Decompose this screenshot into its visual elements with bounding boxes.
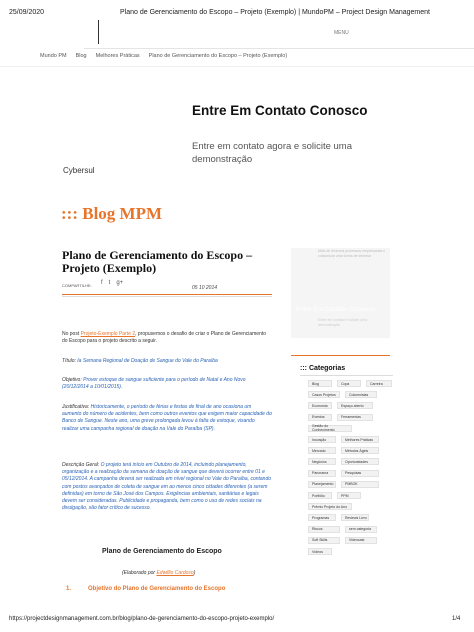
twitter-icon[interactable]: t <box>108 280 111 286</box>
breadcrumb-mundo-pm[interactable]: Mundo PM <box>40 53 67 59</box>
breadcrumb-melhores-praticas[interactable]: Melhores Práticas <box>95 53 140 59</box>
post-intro: No post Projeto-Exemplo Parte 2, propusemos o desafio de criar o Plano de Gerenciamento do Escopo para o projeto descrito a seguir. <box>62 331 267 345</box>
print-url: https://projectdesignmanagement.com.br/blog/plano-de-gerenciamento-do-escopo-projeto-exemplo/ <box>9 616 275 622</box>
print-header-title: Plano de Gerenciamento do Escopo – Projeto (Exemplo) | MundoPM – Project Design Management <box>120 9 430 16</box>
category-tag[interactable]: PPM <box>337 492 361 499</box>
title-rule <box>62 294 272 295</box>
sidebar-ad-title[interactable]: Entre Em Contato Conosco <box>296 306 376 313</box>
category-tag[interactable]: Vídeos <box>308 548 332 555</box>
post-justificativa: Justificativa: Historicamente, o período de férias e festas de final de ano ocasiona um aumento do número de acidentes, bem como outros eventos que exigem maior capacidade do Banco de Sangue. Neste ano, uma greve prolongada levou à falta de estoque, visando realizar uma campanha regional de doação na Vale do Paraíba (SP). <box>62 404 272 432</box>
banner-ad[interactable] <box>192 103 368 118</box>
post-descricao: Descrição Geral: O projeto terá início em Outubro de 2014, incluindo planejamento, organização e a realização da semana de doação de sangue que deverá ocorrer entre 01 e 05/12/2014. A campanha deverá ser realizada em nível regional no Vale do Paraíba, contando com postos avançados de coleta de sangue em ao menos cinco cidades diferentes (a serem definidas) em torno de São José dos Campos. Exigências ambientais, sanitárias e legais devem ser consideradas. Publicidade e propaganda, bem como o uso de redes sociais na divulgação, são fator crítico de sucesso. <box>62 462 272 512</box>
category-tag[interactable]: Pesquisas <box>341 470 379 477</box>
print-page-number: 1/4 <box>452 616 461 622</box>
category-tag[interactable]: Panorama <box>308 470 336 477</box>
sidebar-ad-subtext: Entre em contato e solicite uma demonstração <box>318 318 368 327</box>
banner-title[interactable]: Entre Em Contato Conosco <box>192 103 368 118</box>
post-title: Plano de Gerenciamento do Escopo – Projeto (Exemplo) <box>62 248 253 275</box>
print-date: 25/09/2020 <box>9 9 45 16</box>
category-tag[interactable]: Mercado <box>308 447 336 454</box>
category-tag[interactable]: Ferramentas <box>337 414 373 421</box>
category-tag[interactable]: Gestão do Conhecimento <box>308 425 352 432</box>
post-titulo: Título: Ia Semana Regional de Doação de Sangue do Vale do Paraíba <box>62 358 218 364</box>
category-tag[interactable]: Planejamento <box>308 481 336 488</box>
plan-heading: Plano de Gerenciamento do Escopo <box>102 548 222 555</box>
sidebar-rule <box>291 355 390 356</box>
category-tag[interactable]: Videocast <box>345 537 377 544</box>
author-link[interactable]: Edwillio Cardoso <box>156 570 194 576</box>
category-tag[interactable]: Soft Skills <box>308 537 340 544</box>
category-tag[interactable]: Prêmio Projeto do Ano <box>308 503 352 510</box>
category-tag[interactable]: Oportunidades <box>341 458 379 465</box>
category-tag[interactable]: Blog <box>308 380 332 387</box>
breadcrumb-current: Plano de Gerenciamento do Escopo – Projeto (Exemplo) <box>148 53 288 59</box>
category-tag[interactable]: sem categoria <box>345 526 377 533</box>
elaborado-by: (Elaborado por Edwillio Cardoso) <box>122 570 196 576</box>
categories-title: ::: Categorias <box>300 365 346 372</box>
category-tag[interactable]: Copa <box>337 380 361 387</box>
facebook-icon[interactable]: f <box>101 280 103 286</box>
category-tag[interactable]: Economia <box>308 402 332 409</box>
banner-sponsor[interactable]: Cybersul <box>63 166 95 175</box>
category-tag[interactable]: Casos Projetos <box>308 391 340 398</box>
category-tag[interactable]: Melhores Práticas <box>341 436 379 443</box>
category-tag[interactable]: Métodos Ágeis <box>341 447 379 454</box>
categories-list <box>300 380 393 580</box>
category-tag[interactable]: Inovação <box>308 436 336 443</box>
category-tag[interactable]: Riscos <box>308 526 340 533</box>
category-tag[interactable]: PMBOK <box>341 481 379 488</box>
categories-rule <box>300 375 393 376</box>
category-tag[interactable]: Programas <box>308 514 336 521</box>
category-tag[interactable]: Negócios <box>308 458 336 465</box>
header-rule <box>84 48 474 49</box>
category-tag[interactable]: Reviews Livro <box>341 514 369 521</box>
social-share <box>101 280 123 286</box>
header-divider <box>98 20 99 44</box>
section-heading: 1. Objetivo do Plano de Gerenciamento do Escopo <box>66 586 226 592</box>
breadcrumb-blog[interactable]: Blog <box>75 53 87 59</box>
blog-title[interactable]: ::: Blog MPM <box>61 204 163 223</box>
share-label: COMPARTILHE: <box>62 283 92 288</box>
category-tag[interactable]: Portfólio <box>308 492 332 499</box>
category-tag[interactable]: Espaço aberto <box>337 402 373 409</box>
category-tag[interactable]: Carreira <box>366 380 392 387</box>
sidebar-ad-text: Mais de diversos processos empresariais e customizar uma forma de informar <box>318 249 386 258</box>
nav-rule <box>0 66 474 67</box>
title-rule-thin <box>62 296 272 297</box>
menu-button[interactable]: MENU <box>334 30 349 36</box>
google-plus-icon[interactable]: g+ <box>116 280 124 286</box>
category-tag[interactable]: Eventos <box>308 414 332 421</box>
projeto-exemplo-link[interactable]: Projeto-Exemplo Parte 2 <box>80 331 136 337</box>
category-tag[interactable]: Columnistas <box>345 391 377 398</box>
breadcrumb <box>40 53 287 59</box>
post-objetivo: Objetivo: Prover estoque de sangue suficiente para o período de Natal e Ano Novo (20/12/2014 a 10/01/2015). <box>62 377 246 391</box>
banner-text: Entre em contato agora e solicite uma demonstração <box>192 141 353 165</box>
post-date: 05 10 2014 <box>192 285 218 291</box>
